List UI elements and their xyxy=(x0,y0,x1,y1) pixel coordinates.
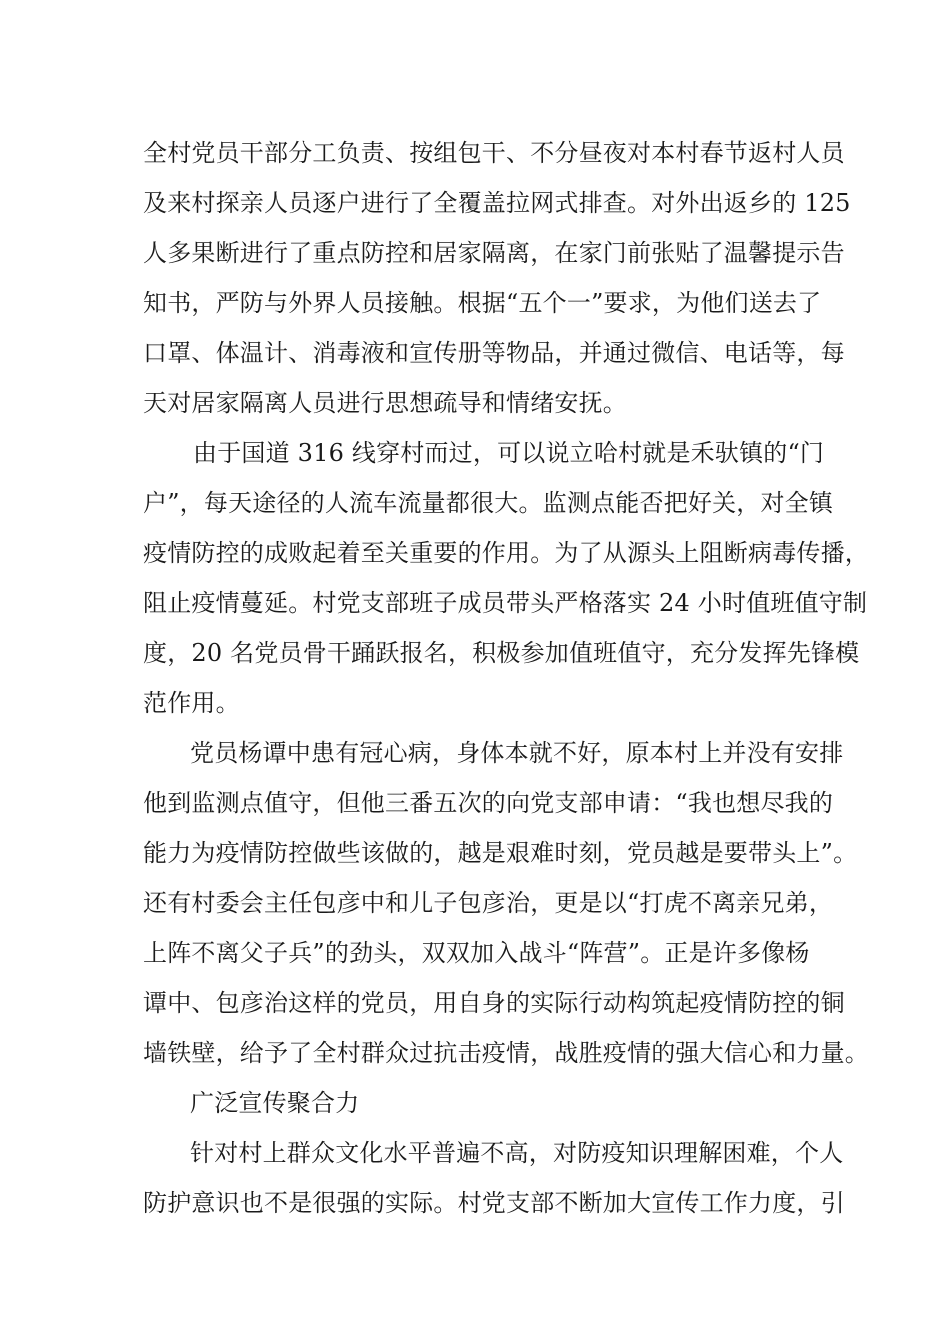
text-line: 疫情防控的成败起着至关重要的作用。为了从源头上阻断病毒传播， xyxy=(143,539,869,567)
text-line: 由于国道 316 线穿村而过，可以说立哈村就是禾驮镇的“门 xyxy=(193,439,825,467)
text-line: 及来村探亲人员逐户进行了全覆盖拉网式排查。对外出返乡的 125 xyxy=(143,189,851,217)
text-line: 还有村委会主任包彦中和儿子包彦治，更是以“打虎不离亲兄弟， xyxy=(143,889,834,917)
text-line: 知书，严防与外界人员接触。根据“五个一”要求，为他们送去了 xyxy=(143,289,822,317)
text-line: 人多果断进行了重点防控和居家隔离，在家门前张贴了温馨提示告 xyxy=(143,239,845,267)
text-line: 党员杨谭中患有冠心病，身体本就不好，原本村上并没有安排 xyxy=(190,739,844,767)
text-line: 上阵不离父子兵”的劲头，双双加入战斗“阵营”。正是许多像杨 xyxy=(143,939,810,967)
text-line: 能力为疫情防控做些该做的，越是艰难时刻，党员越是要带头上”。 xyxy=(143,839,858,867)
text-line: 天对居家隔离人员进行思想疏导和情绪安抚。 xyxy=(143,389,627,417)
text-line: 口罩、体温计、消毒液和宣传册等物品，并通过微信、电话等，每 xyxy=(143,339,845,367)
text-line: 他到监测点值守，但他三番五次的向党支部申请：“我也想尽我的 xyxy=(143,789,834,817)
text-line: 范作用。 xyxy=(143,689,240,717)
text-line: 全村党员干部分工负责、按组包干、不分昼夜对本村春节返村人员 xyxy=(143,139,845,167)
text-line: 度，20 名党员骨干踊跃报名，积极参加值班值守，充分发挥先锋模 xyxy=(143,639,860,667)
text-line: 防护意识也不是很强的实际。村党支部不断加大宣传工作力度，引 xyxy=(143,1189,845,1217)
text-line: 户”，每天途径的人流车流量都很大。监测点能否把好关，对全镇 xyxy=(143,489,834,517)
text-line: 谭中、包彦治这样的党员，用自身的实际行动构筑起疫情防控的铜 xyxy=(143,989,845,1017)
text-line: 针对村上群众文化水平普遍不高，对防疫知识理解困难，个人 xyxy=(190,1139,844,1167)
text-line: 阻止疫情蔓延。村党支部班子成员带头严格落实 24 小时值班值守制 xyxy=(143,589,868,617)
text-line: 墙铁壁，给予了全村群众过抗击疫情，战胜疫情的强大信心和力量。 xyxy=(143,1039,869,1067)
section-heading: 广泛宣传聚合力 xyxy=(190,1089,360,1117)
